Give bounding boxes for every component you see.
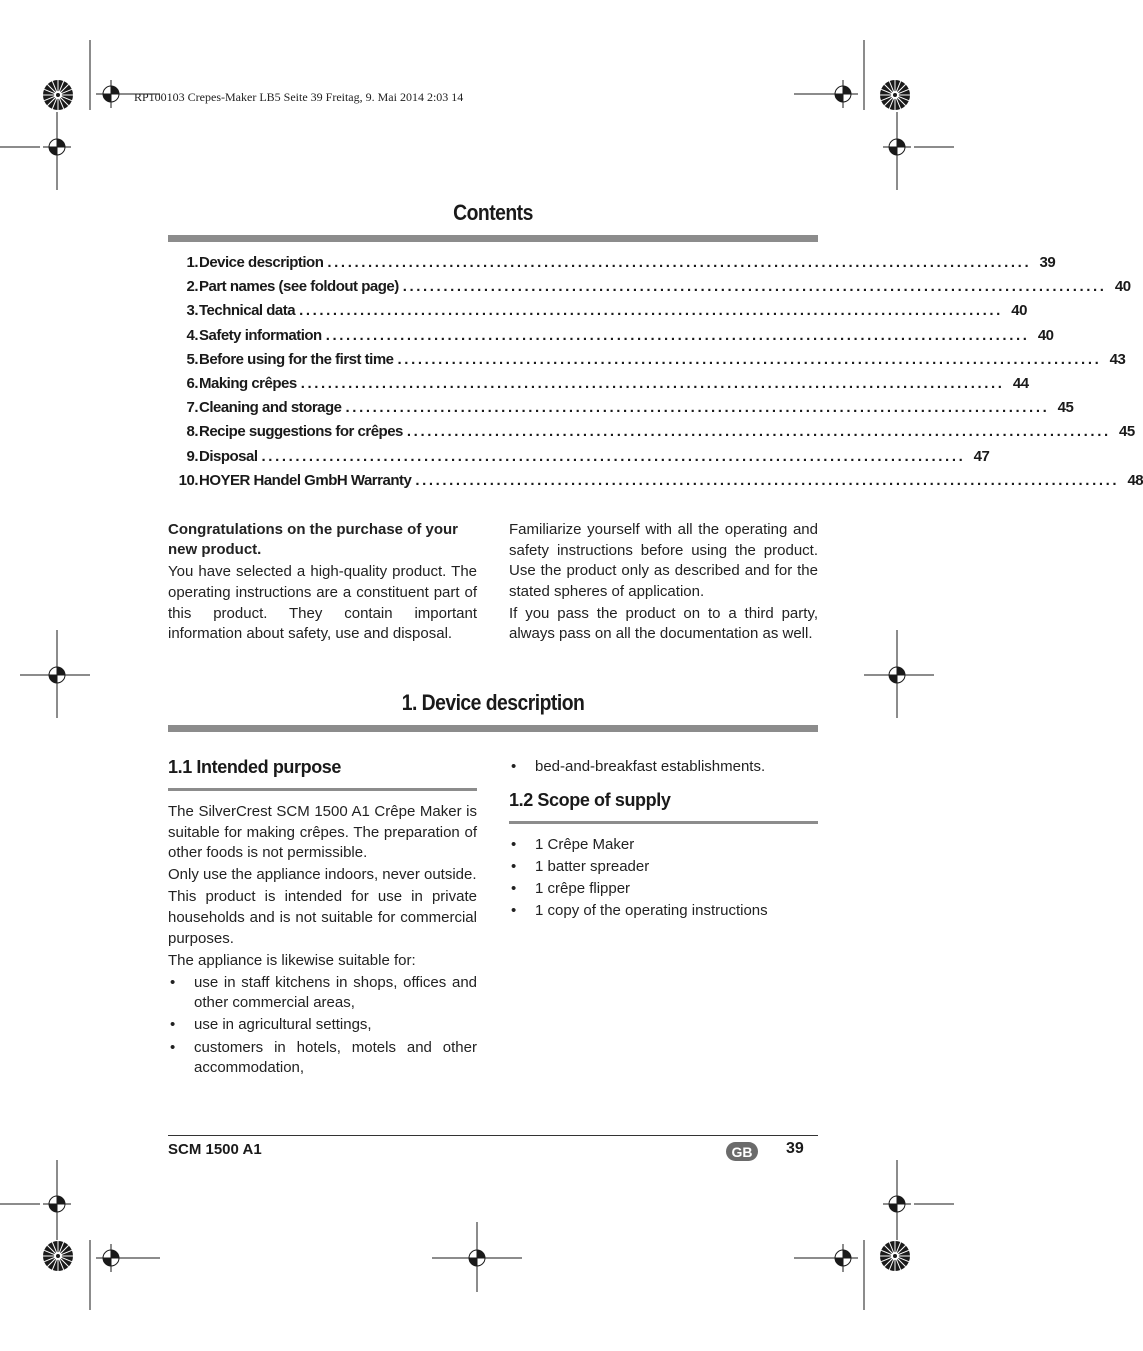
subsection-heading-intended-purpose: 1.1 Intended purpose [168,757,342,777]
toc-item[interactable] [168,399,1074,423]
list-item: • 1 Crêpe Maker [509,835,818,856]
subsection-rule [168,788,477,791]
contents-title: Contents [453,200,533,225]
toc-title: Recipe suggestions for crêpes [199,423,403,441]
toc-number: 7. [186,399,198,417]
section-title-device-description: 1. Device description [401,690,585,715]
intro-left-column [168,520,477,646]
intended-bullet-continuation [509,757,818,779]
toc-number: 5. [186,350,198,368]
intro-right-column [509,520,818,647]
toc-item[interactable] [168,471,1143,496]
toc-title: Making crêpes [199,374,297,392]
toc-title: Cleaning and storage [199,399,342,417]
toc-leader: ........................................................................................................ [299,302,1003,320]
intended-purpose-body [168,802,477,1080]
intro-heading: Congratulations on the purchase of your new product. [168,521,459,559]
intended-paragraph-1: The SilverCrest SCM 1500 A1 Crêpe Maker is suitable for making crêpes. The preparation of other foods is not permissible. [168,803,477,862]
print-slug: RP100103 Crepes-Maker LB5 Seite 39 Freitag, 9. Mai 2014 2:03 14 [134,90,464,104]
toc-item[interactable] [168,326,1054,351]
toc-page: 44 [1012,374,1029,392]
scope-list [509,835,818,922]
language-badge: GB [726,1142,758,1161]
toc-item[interactable] [168,350,1126,375]
toc-number: 1. [186,254,198,271]
toc-title: Part names (see foldout page) [199,278,399,296]
toc-number: 2. [186,278,198,296]
toc-number: 10. [178,471,198,489]
toc-number: 6. [186,374,198,392]
list-item: • 1 crêpe flipper [509,879,818,900]
toc-leader: ........................................................................................................ [300,374,1005,392]
toc-page: 40 [1037,326,1054,344]
toc-item[interactable] [168,374,1029,399]
toc-page: 45 [1057,399,1074,417]
toc-item[interactable] [168,302,1027,326]
intro-right-paragraph-2: If you pass the product on to a third party, always pass on all the documentation as well. [509,604,818,643]
subsection-heading-scope-of-supply: 1.2 Scope of supply [509,790,671,810]
toc-page: 40 [1114,278,1131,296]
intended-paragraph-2: Only use the appliance indoors, never outside. [168,866,477,884]
scope-of-supply-body [509,835,818,923]
toc-item[interactable] [168,278,1131,302]
list-item: • 1 batter spreader [509,857,818,878]
toc-title: Technical data [199,302,296,320]
toc-page: 40 [1011,302,1027,320]
toc-page: 45 [1119,423,1135,441]
intended-paragraph-4: The appliance is likewise suitable for: [168,951,416,969]
list-item: • bed-and-breakfast establishments. [509,757,818,778]
toc-page: 47 [973,447,990,465]
intro-left-text: You have selected a high-quality product. The operating instructions are a constituent part of this product. They contain important information about safety, use and disposal. [168,563,477,643]
intended-bullet-list [168,973,477,1079]
toc-number: 8. [186,423,198,441]
toc-leader: ........................................................................................................ [325,326,1030,344]
toc-item[interactable] [168,447,990,472]
intended-paragraph-3: This product is intended for use in private households and is not suitable for commercial purposes. [168,888,477,947]
list-item: • use in staff kitchens in shops, offices and other commercial areas, [168,973,477,1014]
toc-title: Safety information [199,326,322,344]
table-of-contents [168,254,1143,496]
toc-leader: ........................................................................................................ [261,447,966,465]
list-item: • 1 copy of the operating instructions [509,901,818,922]
toc-title: Before using for the first time [199,350,394,368]
toc-title: Device description [199,254,324,271]
toc-leader: ........................................................................................................ [402,278,1107,296]
list-item: • customers in hotels, motels and other accommodation, [168,1038,477,1079]
page-number: 39 [786,1140,804,1157]
toc-leader: ........................................................................................................ [345,399,1050,417]
section-title-bar [168,725,818,732]
toc-title: Disposal [199,447,258,465]
toc-page: 43 [1109,350,1126,368]
toc-item[interactable] [168,254,1056,278]
toc-leader: ........................................................................................................ [327,254,1032,271]
toc-number: 4. [186,326,198,344]
toc-leader: ........................................................................................................ [406,423,1111,441]
toc-page: 39 [1039,254,1056,271]
toc-page: 48 [1127,471,1143,489]
subsection-rule [509,821,818,824]
toc-leader: ........................................................................................................ [397,350,1102,368]
contents-title-bar [168,235,818,242]
intro-right-paragraph-1: Familiarize yourself with all the operating and safety instructions before using the product. Use the product only as described and for the stated spheres of application. [509,521,818,600]
toc-title: HOYER Handel GmbH Warranty [199,471,412,489]
list-item: • use in agricultural settings, [168,1015,477,1036]
toc-number: 9. [186,447,198,465]
footer-rule [168,1135,818,1136]
toc-item[interactable] [168,423,1135,447]
toc-number: 3. [186,302,198,320]
toc-leader: ........................................................................................................ [415,471,1120,489]
footer-model: SCM 1500 A1 [168,1141,262,1158]
